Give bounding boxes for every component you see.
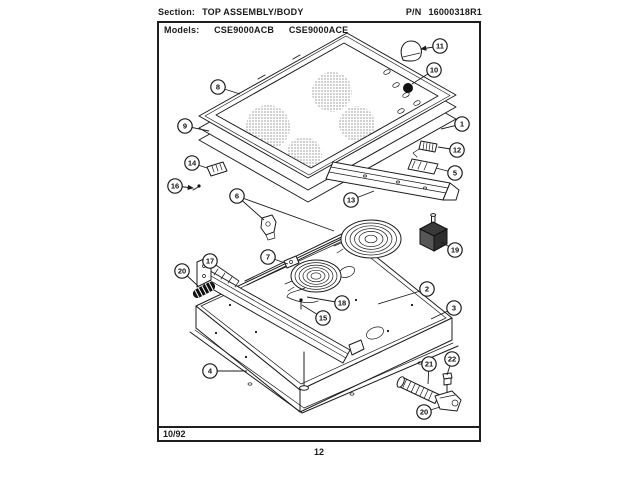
model-value: CSE9000ACB bbox=[214, 25, 275, 35]
callout-number: 12 bbox=[452, 145, 462, 155]
callout-20 bbox=[417, 405, 440, 419]
callout-number: 17 bbox=[205, 256, 215, 266]
section-label: Section: bbox=[158, 7, 196, 17]
callout-22 bbox=[445, 352, 459, 375]
callout-number: 6 bbox=[234, 191, 240, 201]
clip-part bbox=[207, 162, 227, 176]
callout-number: 20 bbox=[177, 266, 187, 276]
callout-number: 5 bbox=[452, 168, 458, 178]
callout-19 bbox=[441, 242, 462, 257]
part-number-value: 16000318R1 bbox=[428, 7, 482, 17]
callout-number: 19 bbox=[450, 245, 460, 255]
model-value: CSE9000ACE bbox=[288, 25, 349, 35]
callout-14 bbox=[185, 156, 207, 170]
callout-number: 18 bbox=[337, 298, 347, 308]
callout-4 bbox=[203, 364, 247, 378]
part-number-label: P/N bbox=[405, 7, 422, 17]
callout-13 bbox=[344, 191, 374, 207]
callout-number: 2 bbox=[424, 284, 430, 294]
terminal-block bbox=[413, 141, 437, 157]
callout-11 bbox=[421, 39, 447, 53]
callout-number: 7 bbox=[265, 252, 271, 262]
callout-5 bbox=[436, 166, 462, 180]
revision-date: 10/92 bbox=[163, 429, 186, 439]
callout-number: 15 bbox=[318, 313, 328, 323]
screw-part bbox=[193, 184, 201, 190]
callout-number: 21 bbox=[424, 359, 434, 369]
callout-number: 20 bbox=[419, 407, 429, 417]
callout-12 bbox=[438, 143, 464, 157]
callout-number: 8 bbox=[215, 82, 221, 92]
callout-number: 13 bbox=[346, 195, 356, 205]
callout-number: 22 bbox=[447, 354, 457, 364]
callout-8 bbox=[211, 80, 240, 94]
callout-16 bbox=[168, 179, 193, 193]
callout-number: 3 bbox=[451, 303, 457, 313]
callout-number: 10 bbox=[429, 65, 439, 75]
knob-cap bbox=[401, 41, 421, 61]
section-value: TOP ASSEMBLY/BODY bbox=[202, 7, 304, 17]
burner-zone bbox=[312, 72, 352, 112]
infinite-switch bbox=[420, 214, 447, 251]
callout-leader bbox=[237, 196, 334, 231]
callout-number: 16 bbox=[170, 181, 180, 191]
callout-number: 14 bbox=[187, 158, 197, 168]
callout-number: 9 bbox=[182, 121, 188, 131]
mounting-plate bbox=[408, 159, 438, 174]
callout-20 bbox=[175, 264, 198, 286]
callout-number: 4 bbox=[207, 366, 213, 376]
callout-number: 11 bbox=[436, 41, 444, 51]
sensor-button bbox=[403, 83, 413, 93]
callout-21 bbox=[422, 357, 436, 384]
callout-number: 1 bbox=[459, 119, 465, 129]
page-number: 12 bbox=[313, 447, 324, 457]
models-label: Models: bbox=[164, 25, 200, 35]
